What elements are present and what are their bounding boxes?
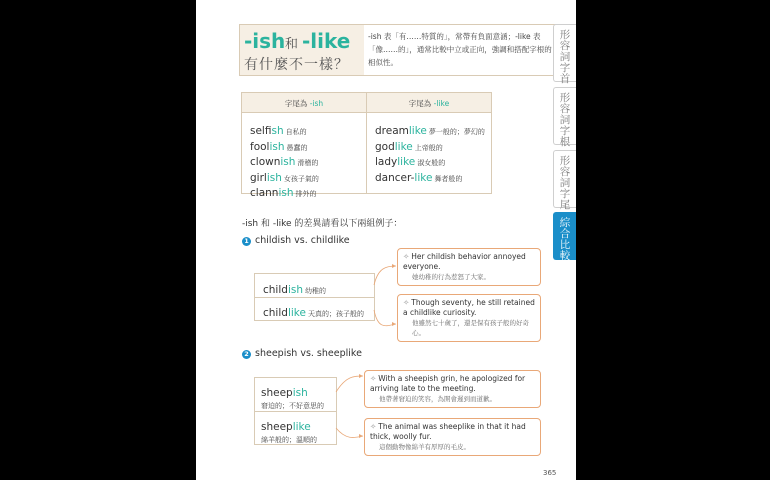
word-row: childish 幼稚的 (255, 274, 374, 298)
column-header-ish: 字尾為 -ish (284, 99, 324, 108)
connector-arrow (374, 266, 396, 285)
example-card (397, 248, 541, 286)
example-sentence: Though seventy, he still retained a childlike curiosity. (403, 298, 535, 317)
intro-text: -ish 和 -like 的差異請看以下兩組例子： (242, 219, 403, 229)
side-tab-label: 綜 合 比 較 (559, 217, 571, 262)
ish-word-list (250, 119, 319, 197)
example-sentence: With a sheepish grin, he apologized for arriving late to the meeting. (370, 374, 526, 393)
star-icon: ✧ (403, 298, 410, 307)
comparison-table (241, 92, 492, 199)
title-box (239, 24, 557, 76)
word-row: sheeplike 綿羊般的；溫順的 (261, 421, 317, 444)
side-tab-adjective-root[interactable] (553, 87, 576, 148)
example-sentence: Her childish behavior annoyed everyone. (403, 252, 526, 271)
example-card (397, 294, 541, 342)
list-item: foolish 愚蠢的 (250, 140, 308, 153)
side-tab-label: 形 容 詞 字 尾 (559, 155, 571, 211)
star-icon: ✧ (370, 422, 377, 431)
section-number-badge: 2 (242, 350, 251, 359)
title-like: -like (302, 29, 351, 53)
book-page (196, 0, 576, 480)
example-sentence: The animal was sheeplike in that it had thick, woolly fur. (370, 422, 526, 441)
list-item: selfish 自私的 (250, 125, 307, 137)
title-heading (240, 25, 364, 75)
like-word-list (375, 119, 485, 184)
title-and: 和 (285, 37, 299, 52)
title-ish: -ish (244, 29, 286, 53)
section-number-badge: 1 (242, 237, 251, 246)
arrow-head (359, 374, 363, 378)
arrow-head (359, 434, 363, 438)
connector-arrow (336, 428, 363, 438)
star-icon: ✧ (403, 252, 410, 261)
section-title: sheepish vs. sheeplike (255, 348, 362, 359)
example-card (364, 418, 541, 456)
list-item: clownish 滑稽的 (250, 156, 319, 168)
table-divider (366, 93, 367, 193)
side-tab-label: 形 容 詞 字 首 (559, 29, 571, 85)
side-tab-adjective-prefix[interactable] (553, 24, 576, 85)
word-box (254, 273, 375, 321)
title-description: -ish 表「有……特質的」，常帶有負面意涵；-like 表「像……的」，通常比較中立或正向，強調和搭配字根的相似性。 (368, 32, 552, 67)
side-tab-adjective-suffix[interactable] (553, 150, 576, 211)
list-item: dancer-like 舞者般的 (375, 171, 463, 184)
side-tab-label: 形 容 詞 字 根 (559, 92, 571, 148)
list-item: godlike 上帝般的 (375, 140, 443, 153)
list-item: clannish 排外的 (250, 187, 317, 199)
section-title: childish vs. childlike (255, 235, 350, 246)
arrow-head (392, 322, 396, 326)
example-translation: 這個動物像綿羊有厚厚的毛皮。 (379, 443, 470, 451)
arrow-head (392, 264, 396, 268)
example-card (364, 370, 541, 408)
side-tab-comprehensive[interactable] (553, 212, 576, 260)
word-row: sheepish 窘迫的；不好意思的 (255, 378, 336, 412)
page-number: 365 (543, 469, 557, 477)
example-translation: 他雖然七十歲了，還是保有孩子般的好奇心。 (412, 319, 529, 337)
title-subtitle: 有什麼不一樣？ (244, 57, 349, 73)
word-row: childlike 天真的；孩子般的 (263, 307, 364, 319)
list-item: dreamlike 夢一般的；夢幻的 (375, 125, 485, 137)
word-box (254, 377, 337, 445)
list-item: girlish 女孩子氣的 (250, 171, 319, 184)
list-item: ladylike 淑女般的 (375, 156, 446, 168)
connector-arrow (336, 376, 363, 392)
connector-arrow (374, 310, 396, 326)
example-translation: 她幼稚的行為惹怒了大家。 (412, 273, 490, 281)
star-icon: ✧ (370, 374, 377, 383)
example-translation: 他帶著窘迫的笑容，為開會遲到而道歉。 (379, 395, 496, 403)
column-header-like: 字尾為 -like (408, 99, 450, 108)
